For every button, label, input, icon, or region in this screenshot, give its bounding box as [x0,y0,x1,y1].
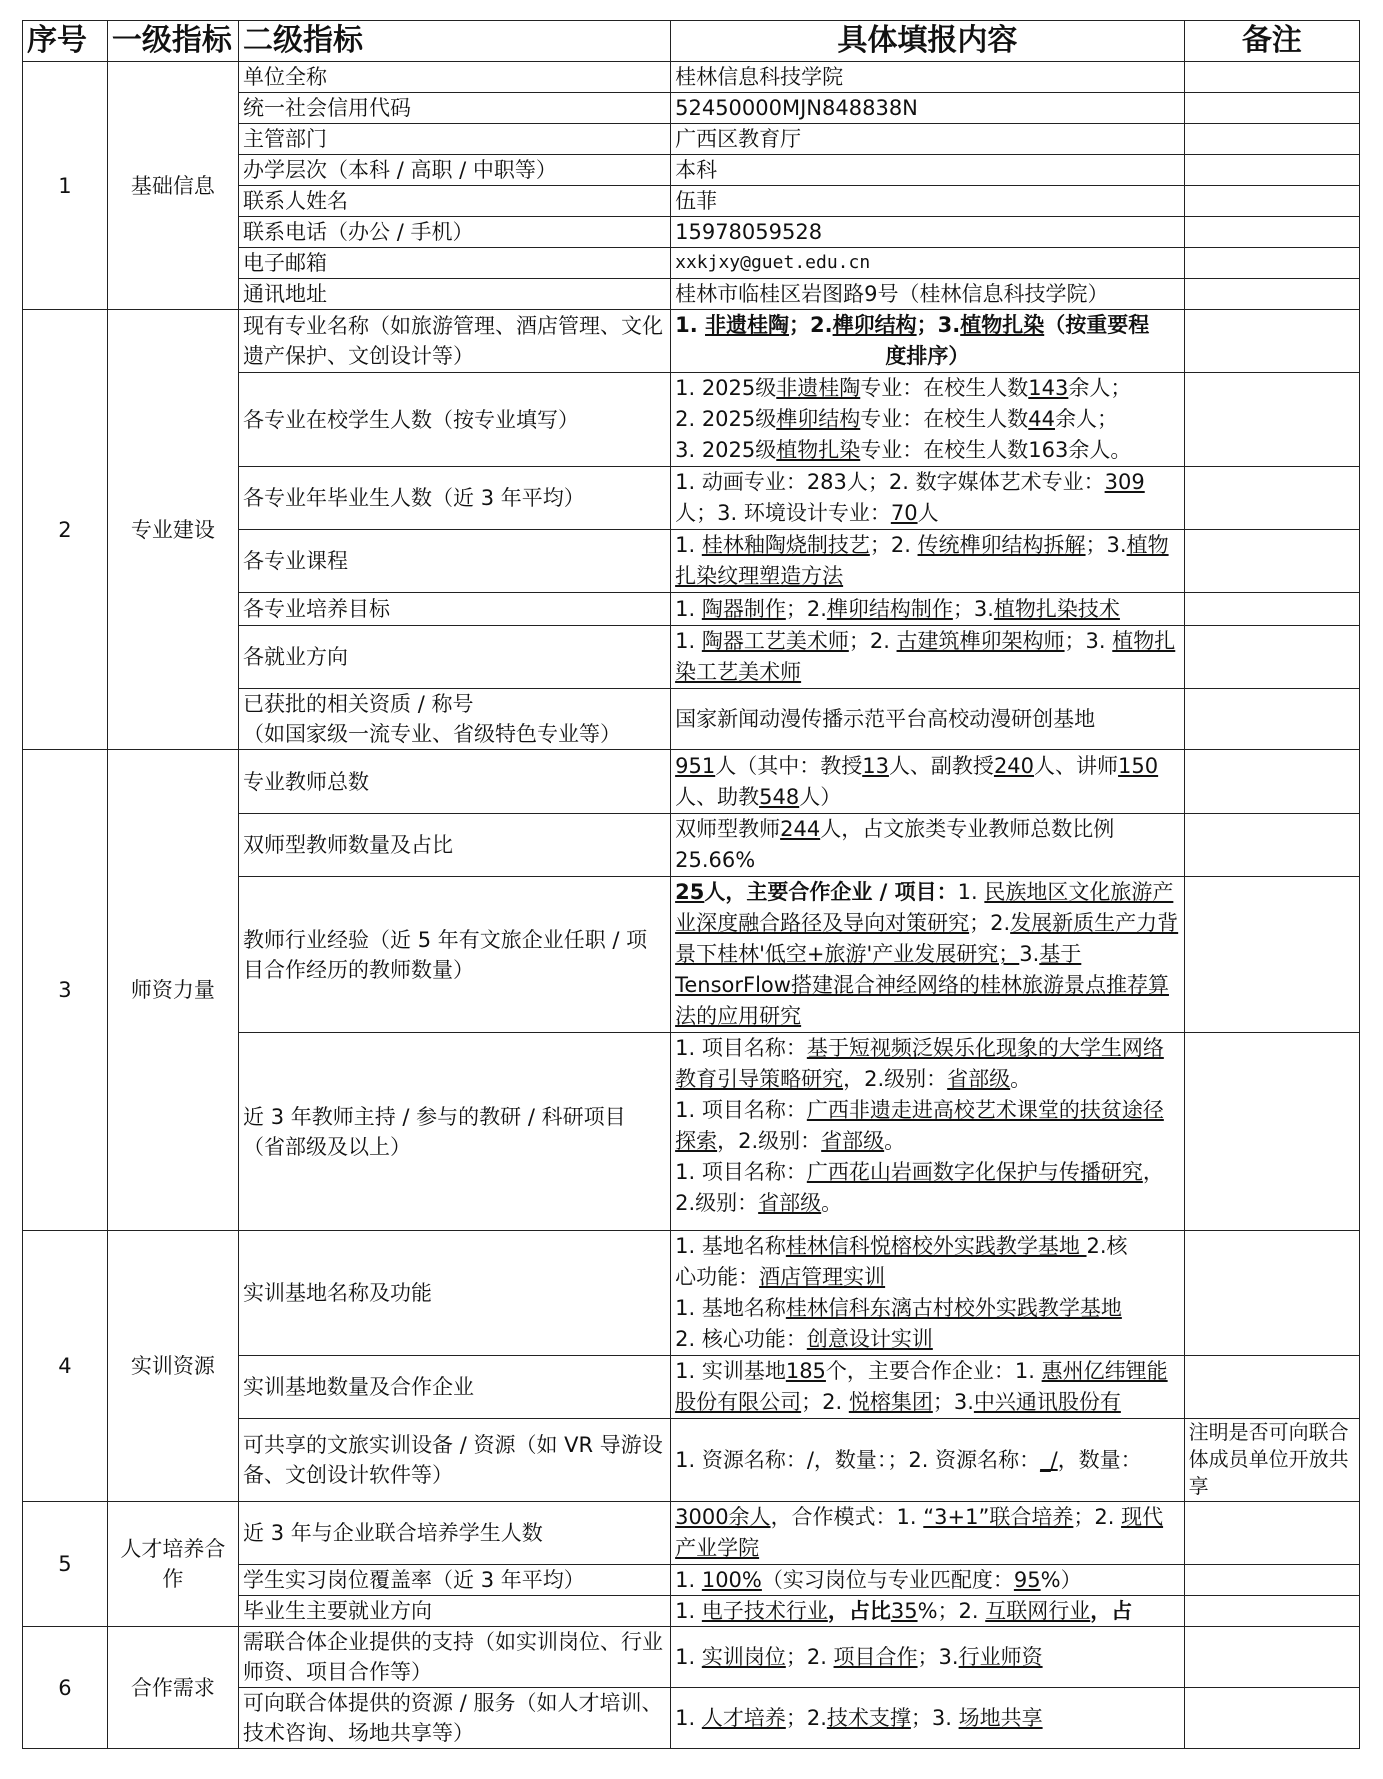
email-value: xxkjxy@guet.edu.cn [671,248,1185,279]
table-row [23,750,1360,814]
section-title: 基础信息 [107,62,238,310]
row-label: 双师型教师数量及占比 [239,814,671,877]
table-row [23,1627,1360,1688]
header-level2: 二级指标 [239,21,671,62]
row-value: 1. 项目名称：基于短视频泛娱乐化现象的大学生网络教育引导策略研究，2.级别：省部级。 1. 项目名称：广西非遗走进高校艺术课堂的扶贫途径探索，2.级别：省部级。 1. 项目名称：广西花山岩画数字化保护与传播研究，2.级别：省部级。 [671,1033,1185,1231]
remark-cell [1184,1356,1359,1419]
row-label: 毕业生主要就业方向 [239,1596,671,1627]
remark-cell [1184,1596,1359,1627]
remark-cell [1184,186,1359,217]
row-label: 近 3 年与企业联合培养学生人数 [239,1502,671,1565]
section-title: 人才培养合作 [107,1502,238,1627]
remark-cell [1184,373,1359,467]
remark-cell [1184,750,1359,814]
row-value: 桂林市临桂区岩图路9号（桂林信息科技学院） [671,279,1185,310]
remark-cell [1184,62,1359,93]
row-value: 1. 动画专业：283人；2. 数字媒体艺术专业：309人；3. 环境设计专业：70人 [671,467,1185,530]
row-label: 通讯地址 [239,279,671,310]
remark-cell [1184,155,1359,186]
section-number: 1 [23,62,108,310]
row-label: 现有专业名称（如旅游管理、酒店管理、文化遗产保护、文创设计等） [239,310,671,373]
row-value: 15978059528 [671,217,1185,248]
row-value: 1. 陶器制作；2.榫卯结构制作；3.植物扎染技术 [671,593,1185,626]
row-label: 各专业培养目标 [239,593,671,626]
row-label: 各专业年毕业生人数（近 3 年平均） [239,467,671,530]
row-value: 桂林信息科技学院 [671,62,1185,93]
row-value: 1. 实训岗位；2. 项目合作；3.行业师资 [671,1627,1185,1688]
remark-cell [1184,248,1359,279]
row-value: 3000余人，合作模式：1. “3+1”联合培养；2. 现代产业学院 [671,1502,1185,1565]
row-value: 本科 [671,155,1185,186]
row-value: 1. 资源名称：/，数量：；2. 资源名称：_/，数量： [671,1419,1185,1502]
section-number: 3 [23,750,108,1231]
row-value: 52450000MJN848838N [671,93,1185,124]
section-number: 5 [23,1502,108,1627]
row-label: 联系电话（办公 / 手机） [239,217,671,248]
table-row [23,1502,1360,1565]
row-value: 951人（其中：教授13人、副教授240人、讲师150人、助教548人） [671,750,1185,814]
row-value: 1. 实训基地185个，主要合作企业：1. 惠州亿纬锂能股份有限公司；2. 悦榕集团；3.中兴通讯股份有 [671,1356,1185,1419]
row-label: 已获批的相关资质 / 称号 （如国家级一流专业、省级特色专业等） [239,689,671,750]
remark-cell [1184,279,1359,310]
row-label: 学生实习岗位覆盖率（近 3 年平均） [239,1565,671,1596]
row-label: 实训基地数量及合作企业 [239,1356,671,1419]
table-row [23,310,1360,373]
remark-cell [1184,124,1359,155]
row-label: 近 3 年教师主持 / 参与的教研 / 科研项目（省部级及以上） [239,1033,671,1231]
row-label: 电子邮箱 [239,248,671,279]
row-label: 各专业课程 [239,530,671,593]
row-value: 双师型教师244人，占文旅类专业教师总数比例 25.66% [671,814,1185,877]
remark-cell [1184,877,1359,1033]
header-seq: 序号 [23,21,108,62]
remark-cell [1184,626,1359,689]
info-table [22,20,1360,1749]
remark-cell [1184,530,1359,593]
section-title: 师资力量 [107,750,238,1231]
row-value: 国家新闻动漫传播示范平台高校动漫研创基地 [671,689,1185,750]
remark-note: 注明是否可向联合体成员单位开放共享 [1184,1419,1359,1502]
remark-cell [1184,814,1359,877]
row-value: 1. 电子技术行业，占比35%；2. 互联网行业，占 [671,1596,1185,1627]
row-label: 实训基地名称及功能 [239,1231,671,1356]
remark-cell [1184,93,1359,124]
row-value: 1. 非遗桂陶；2.榫卯结构；3.植物扎染（按重要程 度排序） [671,310,1185,373]
remark-cell [1184,1033,1359,1231]
row-value: 伍菲 [671,186,1185,217]
remark-cell [1184,1688,1359,1749]
section-number: 4 [23,1231,108,1502]
remark-cell [1184,1502,1359,1565]
row-label: 单位全称 [239,62,671,93]
remark-cell [1184,217,1359,248]
remark-cell [1184,1231,1359,1356]
section-title: 专业建设 [107,310,238,750]
row-value: 1. 人才培养；2.技术支撑；3. 场地共享 [671,1688,1185,1749]
row-value: 25人，主要合作企业 / 项目：1. 民族地区文化旅游产业深度融合路径及导向对策研究；2.发展新质生产力背景下桂林'低空+旅游'产业发展研究；3.基于TensorFlow搭建混合神经网络的桂林旅游景点推荐算法的应用研究 [671,877,1185,1033]
table-row [23,1231,1360,1356]
section-number: 6 [23,1627,108,1749]
section-title: 实训资源 [107,1231,238,1502]
row-value: 1. 基地名称桂林信科悦榕校外实践教学基地 2.核 心功能：酒店管理实训 1. 基地名称桂林信科东漓古村校外实践教学基地 2. 核心功能：创意设计实训 [671,1231,1185,1356]
remark-cell [1184,310,1359,373]
row-value: 广西区教育厅 [671,124,1185,155]
table-row [23,62,1360,93]
remark-cell [1184,467,1359,530]
row-label: 各就业方向 [239,626,671,689]
header-level1: 一级指标 [107,21,238,62]
row-label: 主管部门 [239,124,671,155]
row-label: 各专业在校学生人数（按专业填写） [239,373,671,467]
row-label: 可向联合体提供的资源 / 服务（如人才培训、技术咨询、场地共享等） [239,1688,671,1749]
row-label: 联系人姓名 [239,186,671,217]
row-value: 1. 100%（实习岗位与专业匹配度：95%） [671,1565,1185,1596]
row-label: 教师行业经验（近 5 年有文旅企业任职 / 项目合作经历的教师数量） [239,877,671,1033]
header-remark: 备注 [1184,21,1359,62]
row-value: 1. 2025级非遗桂陶专业：在校生人数143余人； 2. 2025级榫卯结构专业：在校生人数44余人； 3. 2025级植物扎染专业：在校生人数163余人。 [671,373,1185,467]
remark-cell [1184,593,1359,626]
row-label: 专业教师总数 [239,750,671,814]
row-label: 可共享的文旅实训设备 / 资源（如 VR 导游设备、文创设计软件等） [239,1419,671,1502]
row-value: 1. 桂林釉陶烧制技艺；2. 传统榫卯结构拆解；3.植物扎染纹理塑造方法 [671,530,1185,593]
section-number: 2 [23,310,108,750]
row-label: 办学层次（本科 / 高职 / 中职等） [239,155,671,186]
remark-cell [1184,1627,1359,1688]
row-label: 需联合体企业提供的支持（如实训岗位、行业师资、项目合作等） [239,1627,671,1688]
header-content: 具体填报内容 [671,21,1185,62]
remark-cell [1184,689,1359,750]
section-title: 合作需求 [107,1627,238,1749]
row-value: 1. 陶器工艺美术师；2. 古建筑榫卯架构师；3. 植物扎染工艺美术师 [671,626,1185,689]
table-header-row [23,21,1360,62]
row-label: 统一社会信用代码 [239,93,671,124]
remark-cell [1184,1565,1359,1596]
